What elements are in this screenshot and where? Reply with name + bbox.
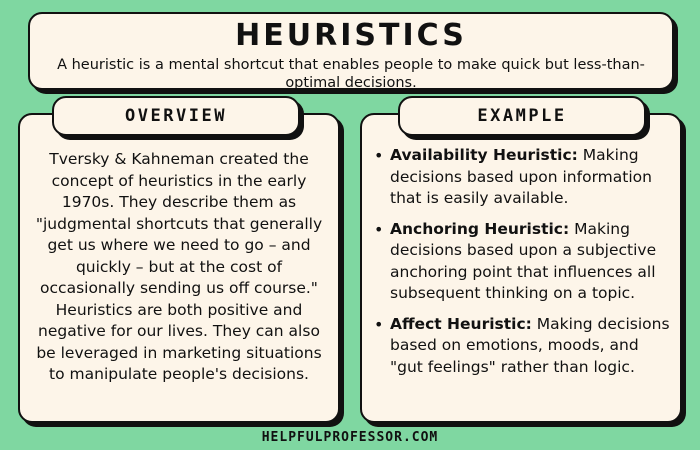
overview-panel xyxy=(18,113,340,423)
example-item xyxy=(370,219,674,305)
example-desc: Making decisions based on emotions, moods, and "gut feelings" rather than logic. xyxy=(390,314,670,376)
overview-label: OVERVIEW xyxy=(52,96,300,136)
example-desc: Making decisions based upon a subjective anchoring point that influences all subsequent thinking on a topic. xyxy=(390,219,657,302)
example-item xyxy=(370,314,674,379)
bullet-icon: • xyxy=(374,219,384,239)
example-desc: Making decisions based upon information that is easily available. xyxy=(390,146,652,207)
overview-text: Tversky & Kahneman created the concept of heuristics in the early 1970s. They describe them as "judgmental shortcuts that generally get us where we need to go – and quickly – but at the cost of occasionally sending us off course." Heuristics are both positive and negative for our lives. They can also be leveraged in marketing situations to manipulate people's decisions. xyxy=(35,150,323,383)
title-card xyxy=(28,12,674,90)
bullet-icon: • xyxy=(374,314,384,334)
example-label: EXAMPLE xyxy=(398,96,646,136)
example-term: Anchoring Heuristic: xyxy=(390,219,570,238)
page-title: HEURISTICS xyxy=(235,18,467,53)
bullet-icon: • xyxy=(374,146,384,165)
page-subtitle: A heuristic is a mental shortcut that enables people to make quick but less-than-optimal decisions. xyxy=(57,57,645,91)
footer-site: HELPFULPROFESSOR.COM xyxy=(261,430,439,445)
example-term: Availability Heuristic: xyxy=(390,146,578,164)
example-panel xyxy=(360,113,682,423)
example-list xyxy=(370,145,674,387)
example-term: Affect Heuristic: xyxy=(390,314,532,333)
example-item xyxy=(370,145,674,210)
